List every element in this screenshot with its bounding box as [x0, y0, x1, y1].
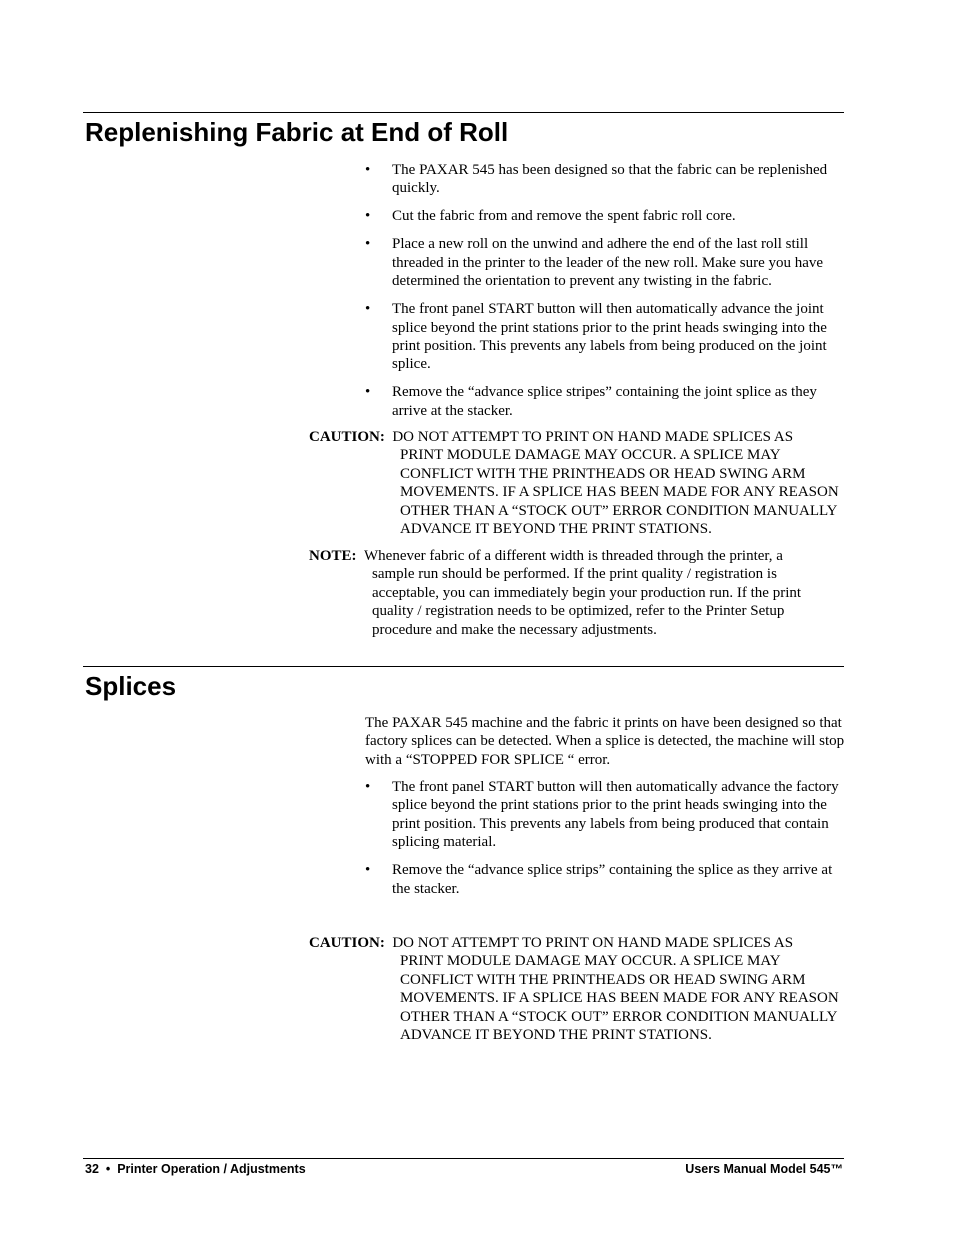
- footer-separator: •: [105, 1162, 111, 1176]
- list-item: • Place a new roll on the unwind and adhere the end of the last roll still threaded in the printer to the leader of the new roll. Make sure you have determined the orientation to prevent any twisting in the fabric.: [365, 236, 824, 290]
- page-number: 32: [85, 1162, 99, 1176]
- list-item: • The PAXAR 545 has been designed so that the fabric can be replenished quickly.: [365, 162, 828, 197]
- caution-label: CAUTION:: [309, 429, 385, 445]
- list-item: • The front panel START button will then automatically advance the joint splice beyond the print stations prior to the print heads swinging into the print position. This prevents any labels from being produced on the joint splice.: [365, 301, 827, 373]
- caution-block: CAUTION: DO NOT ATTEMPT TO PRINT ON HAND MADE SPLICES AS PRINT MODULE DAMAGE MAY OCCUR. A SPLICE MAY CONFLICT WITH THE PRINTHEADS OR HEAD SWING ARM MOVEMENTS. IF A SPLICE HAS BEEN MADE FOR ANY REASON OTHER THAN A “STOCK OUT” ERROR CONDITION MANUALLY ADVANCE IT BEYOND THE PRINT STATIONS.: [309, 428, 844, 538]
- footer-divider: [83, 1158, 844, 1159]
- bullet-icon: •: [365, 384, 371, 401]
- bullet-icon: •: [365, 779, 371, 795]
- bullet-icon: •: [365, 236, 371, 253]
- caution-text: PRINT MODULE DAMAGE MAY OCCUR. A SPLICE MAY CONFLICT WITH THE PRINTHEADS OR HEAD SWING ARM MOVEMENTS. IF A SPLICE HAS BEEN MADE FOR ANY REASON OTHER THAN A “STOCK OUT” ERROR CONDITION MANUALLY ADVANCE IT BEYOND THE PRINT STATIONS.: [400, 953, 839, 1044]
- caution-block: CAUTION: DO NOT ATTEMPT TO PRINT ON HAND MADE SPLICES AS PRINT MODULE DAMAGE MAY OCCUR. A SPLICE MAY CONFLICT WITH THE PRINTHEADS OR HEAD SWING ARM MOVEMENTS. IF A SPLICE HAS BEEN MADE FOR ANY REASON OTHER THAN A “STOCK OUT” ERROR CONDITION MANUALLY ADVANCE IT BEYOND THE PRINT STATIONS.: [309, 934, 844, 1044]
- section-divider: [83, 666, 844, 667]
- caution-text: PRINT MODULE DAMAGE MAY OCCUR. A SPLICE MAY CONFLICT WITH THE PRINTHEADS OR HEAD SWING ARM MOVEMENTS. IF A SPLICE HAS BEEN MADE FOR ANY REASON OTHER THAN A “STOCK OUT” ERROR CONDITION MANUALLY ADVANCE IT BEYOND THE PRINT STATIONS.: [400, 447, 839, 538]
- list-item: • The front panel START button will then automatically advance the factory splice beyond the print stations prior to the print heads swinging into the print position. This prevents any labels from being produced that contain splicing material.: [365, 779, 839, 851]
- section-divider: [83, 112, 844, 113]
- bullet-icon: •: [365, 862, 371, 879]
- splices-intro: The PAXAR 545 machine and the fabric it prints on have been designed so that factory splices can be detected. When a splice is detected, the machine will stop with a “STOPPED FOR SPLICE “ error.: [365, 715, 845, 768]
- bullet-icon: •: [365, 301, 371, 318]
- splices-steps-list: [365, 778, 845, 908]
- replenishing-steps-list: [365, 161, 845, 430]
- caution-label: CAUTION:: [309, 935, 385, 951]
- footer-manual-title: Users Manual Model 545™: [685, 1162, 843, 1176]
- footer-page-info: [85, 1162, 306, 1176]
- note-text: sample run should be performed. If the print quality / registration is acceptable, you can immediately begin your production run. If the print quality / registration needs to be optimized, refer to the Printer Setup procedure and make the necessary adjustments.: [372, 566, 802, 638]
- bullet-icon: •: [365, 208, 371, 225]
- footer-section: Printer Operation / Adjustments: [117, 1162, 306, 1176]
- section-title-splices: Splices: [85, 671, 177, 701]
- note-label: NOTE:: [309, 548, 357, 564]
- bullet-icon: •: [365, 162, 371, 178]
- list-item: • Cut the fabric from and remove the spent fabric roll core.: [365, 208, 736, 225]
- list-item: • Remove the “advance splice stripes” containing the joint splice as they arrive at the stacker.: [365, 384, 817, 419]
- note-block: NOTE: Whenever fabric of a different width is threaded through the printer, a sample run should be performed. If the print quality / registration is acceptable, you can immediately begin your production run. If the print quality / registration needs to be optimized, refer to the Printer Setup procedure and make the necessary adjustments.: [309, 547, 844, 639]
- section-title-replenishing: Replenishing Fabric at End of Roll: [85, 117, 509, 147]
- list-item: • Remove the “advance splice strips” containing the splice as they arrive at the stacker.: [365, 862, 833, 897]
